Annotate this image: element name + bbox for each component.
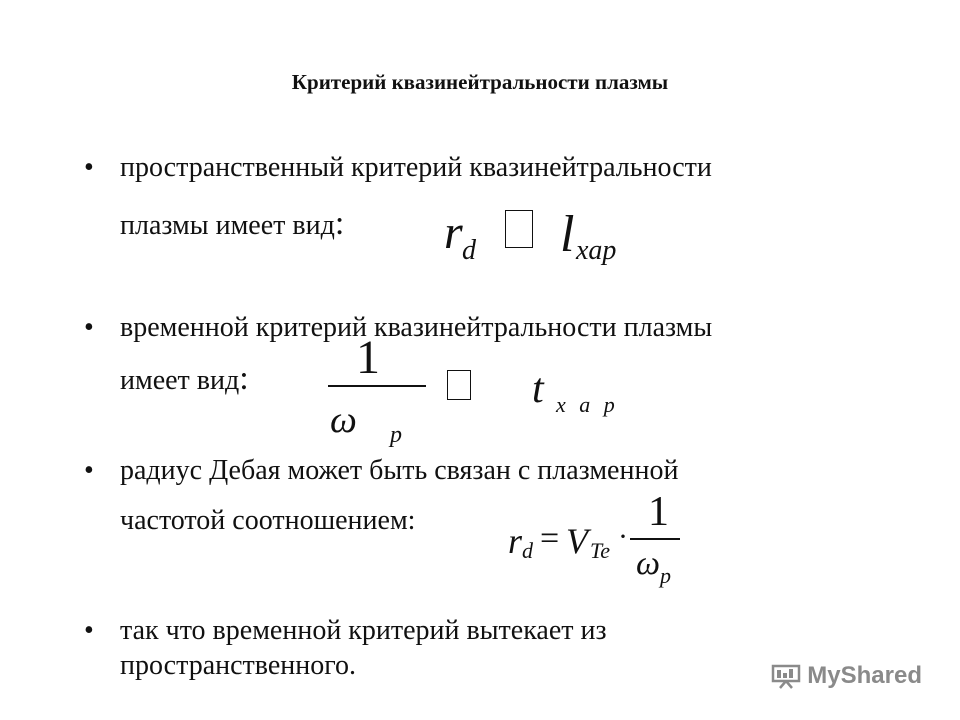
formula2-t-sub: x a p: [556, 392, 619, 417]
formula3-v: V: [566, 521, 588, 561]
bullet-2-text: имеет вид: [120, 365, 240, 396]
formula3-dot: ·: [618, 520, 628, 553]
formula2-t: t: [532, 366, 544, 412]
formula1-l: l: [560, 206, 575, 263]
formula2-omega: ω: [330, 399, 357, 441]
formula3-omega: ω: [636, 545, 661, 582]
watermark-text: MyShared: [807, 662, 922, 689]
bullet-4-line-2: пространственного.: [120, 650, 357, 681]
presentation-board-icon: [771, 663, 801, 689]
slide-title: Критерий квазинейтральности плазмы: [291, 70, 669, 94]
formula1-relation-glyph: [505, 210, 533, 248]
formula2-numerator: 1: [356, 331, 380, 384]
formula1-l-sub: xap: [576, 235, 617, 266]
bullet-3-line-2: частотой соотношением:: [120, 505, 416, 536]
formula3-numerator: 1: [648, 489, 669, 535]
formula3-fraction-bar: [630, 538, 680, 540]
bullet-marker-3: •: [84, 455, 94, 486]
formula3-equals: =: [540, 520, 560, 557]
bullet-marker-2: •: [84, 312, 94, 343]
formula3-r-sub: d: [522, 538, 533, 563]
bullet-marker-4: •: [84, 615, 94, 646]
formula3-omega-sub: p: [660, 563, 671, 588]
bullet-2-colon: :: [239, 360, 249, 397]
formula1-r-sub: d: [462, 235, 476, 266]
bullet-1-line-1: пространственный критерий квазинейтральности: [120, 152, 712, 183]
bullet-4-line-1: так что временной критерий вытекает из: [120, 615, 607, 646]
bullet-1-text: плазмы имеет вид: [120, 210, 335, 241]
formula1-r: r: [444, 206, 463, 259]
bullet-2-line-2: [120, 360, 249, 398]
formula3-v-sub: Te: [590, 538, 610, 563]
bullet-1-colon: :: [334, 205, 345, 242]
formula2-relation-glyph: [447, 370, 471, 400]
watermark-logo: [771, 662, 922, 690]
formula2-fraction-bar: [328, 385, 426, 387]
bullet-1-line-2: [120, 205, 344, 243]
formula2-omega-sub: p: [390, 422, 402, 448]
formula3-r: r: [508, 521, 523, 561]
bullet-marker-1: •: [84, 152, 94, 183]
bullet-3-line-1: радиус Дебая может быть связан с плазменной: [120, 455, 679, 486]
bullet-2-line-1: временной критерий квазинейтральности плазмы: [120, 312, 713, 343]
